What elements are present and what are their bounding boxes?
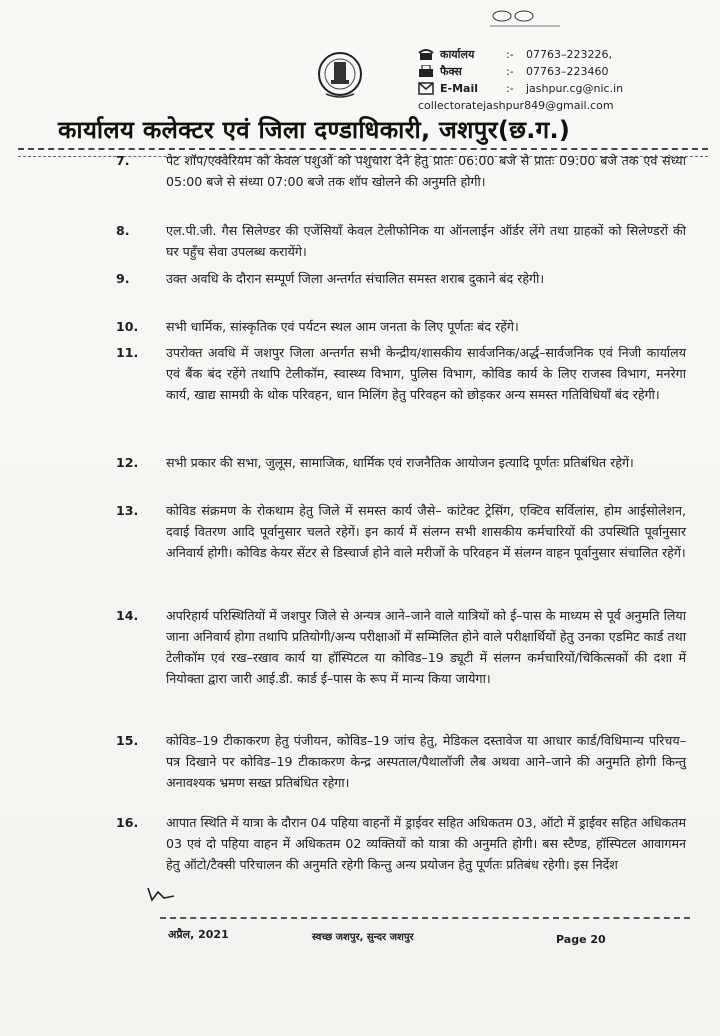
- contact-email-label: E-Mail: [440, 82, 478, 95]
- contact-email-value: jashpur.cg@nic.in: [526, 82, 624, 95]
- item-text: सभी धार्मिक, सांस्कृतिक एवं पर्यटन स्थल आम जनता के लिए पूर्णतः बंद रहेंगे।: [166, 319, 519, 334]
- footer-date: अप्रैल, 2021: [168, 928, 229, 941]
- contact-office-label: कार्यालय: [440, 48, 475, 61]
- item-text: सभी प्रकार की सभा, जुलूस, सामाजिक, धार्मिक एवं राजनैतिक आयोजन इत्यादि पूर्णतः प्रतिबंधित रहेगें।: [166, 455, 634, 470]
- item-number: 9.: [116, 271, 130, 286]
- item-text: पेट शॉप/एक्वेरियम को केवल पशुओं को पशुचारा देने हेतु प्रातः 06:00 बजे से प्रातः 09:00 बजे तक एवं संध्या 05:00 बजे से संध्या 07:00 बजे तक शॉप खोलने की अनुमति होगी।: [166, 153, 686, 189]
- item-number: 13.: [116, 503, 139, 518]
- item-number: 10.: [116, 319, 139, 334]
- item-number: 14.: [116, 608, 139, 623]
- campaign-logo-icon: [470, 6, 580, 46]
- contact-block: [418, 46, 718, 114]
- contact-email-row: [418, 80, 718, 97]
- contact-office-value: 07763–223226,: [526, 48, 612, 61]
- item-number: 8.: [116, 223, 130, 238]
- contact-separator: :-: [506, 65, 514, 78]
- item-text: अपरिहार्य परिस्थितियों में जशपुर जिले से अन्यत्र आने–जाने वाले यात्रियों को ई–पास के माध्यम से पूर्व अनुमति लिया जाना अनिवार्य होगा तथापि प्रतियोगी/अन्य परीक्षाओं में सम्मिलित होने वाले परीक्षार्थियों हेतु उनका एडमिट कार्ड तथा टेलीकॉम एवं रख–रखाव कार्य या हॉस्पिटल या कोविड–19 ड्यूटी में संलग्न कर्मचारियों/चिकित्सकों की दशा में नियोक्ता द्वारा जारी आई.डी. कार्ड ई–पास के रूप में मान्य किया जायेगा।: [166, 608, 686, 686]
- item-text: कोविड–19 टीकाकरण हेतु पंजीयन, कोविड–19 जांच हेतु, मेडिकल दस्तावेज या आधार कार्ड/विधिमान्य परिचय–पत्र दिखाने पर कोविड–19 टीकाकरण केन्द्र अस्पताल/पैथालॉजी लैब अथवा आने–जाने की अनुमति होगी किन्तु अनावश्यक भ्रमण सख्त प्रतिबंधित रहेगा।: [166, 733, 686, 790]
- item-number: 12.: [116, 455, 139, 470]
- item-text: कोविड संक्रमण के रोकथाम हेतु जिले में समस्त कार्य जैसे– कांटेक्ट ट्रेसिंग, एक्टिव सर्विलांस, होम आईसोलेशन, दवाई वितरण आदि पूर्वानुसार चलते रहेगें। इन कार्य में संलग्न सभी शासकीय कर्मचारियों की उपस्थिति पूर्वानुसार अनिवार्य होगी। कोविड केयर सेंटर से डिस्चार्ज होने वाले मरीजों के परिवहन में संलग्न वाहन पूर्वानुसार संचालित रहेगें।: [166, 503, 686, 560]
- contact-email-secondary: collectoratejashpur849@gmail.com: [418, 99, 614, 112]
- item-text: उक्त अवधि के दौरान सम्पूर्ण जिला अन्तर्गत संचालित समस्त शराब दुकाने बंद रहेगी।: [166, 271, 545, 286]
- footer-divider: [160, 917, 690, 919]
- envelope-icon: [418, 82, 434, 95]
- item-number: 16.: [116, 815, 139, 830]
- state-emblem-icon: [316, 50, 364, 102]
- telephone-icon: [418, 48, 434, 61]
- item-number: 15.: [116, 733, 139, 748]
- item-text: एल.पी.जी. गैस सिलेण्डर की एजेंसियाँ केवल टेलीफोनिक या ऑनलाईन ऑर्डर लेंगे तथा ग्राहकों को सिलेण्डरों की घर पहुँच सेवा उपलब्ध करायेंगे।: [166, 223, 686, 259]
- fax-icon: [418, 65, 434, 78]
- footer-slogan: स्वच्छ जशपुर, सुन्दर जशपुर: [312, 932, 414, 943]
- contact-separator: :-: [506, 48, 514, 61]
- item-text: उपरोक्त अवधि में जशपुर जिला अन्तर्गत सभी केन्द्रीय/शासकीय सार्वजनिक/अर्द्ध–सार्वजनिक एवं निजी कार्यालय एवं बैंक बंद रहेंगे तथापि टेलीकॉम, स्वास्थ्य विभाग, पुलिस विभाग, कोविड कार्य के लिए राजस्व विभाग, मनरेगा कार्य, खाद्य सामग्री के थोक परिवहन, धान मिलिंग हेतु परिवहन को छोड़कर अन्य समस्त गतिविधियाँ बंद रहेगी।: [166, 345, 686, 402]
- page-number: Page 20: [556, 933, 606, 946]
- contact-fax-value: 07763–223460: [526, 65, 609, 78]
- office-title: कार्यालय कलेक्टर एवं जिला दण्डाधिकारी, जशपुर(छ.ग.): [58, 116, 571, 144]
- contact-fax-row: [418, 63, 718, 80]
- page-footer: [0, 905, 720, 965]
- item-text: आपात स्थिति में यात्रा के दौरान 04 पहिया वाहनों में ड्राईवर सहित अधिकतम 03, ऑटो में ड्राईवर सहित अधिकतम 03 एवं दो पहिया वाहन में अधिकतम 02 व्यक्तियों को यात्रा की अनुमति होगी। बस स्टैण्ड, हॉस्पिटल आवागमन हेतु ऑटो/टैक्सी परिचालन की अनुमति रहेगी किन्तु अन्य प्रयोजन हेतु पूर्णतः प्रतिबंध रहेगी। इस निर्देश: [166, 815, 686, 872]
- item-number: 11.: [116, 345, 139, 360]
- signature-mark-icon: [146, 884, 176, 904]
- contact-separator: :-: [506, 82, 514, 95]
- contact-office-row: [418, 46, 718, 63]
- contact-fax-label: फैक्स: [440, 65, 462, 78]
- item-number: 7.: [116, 153, 130, 168]
